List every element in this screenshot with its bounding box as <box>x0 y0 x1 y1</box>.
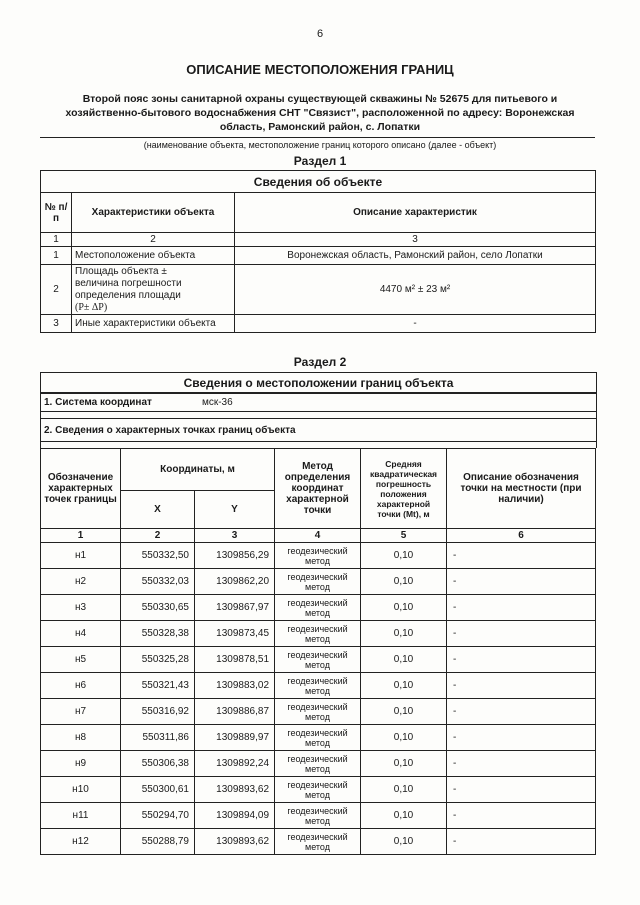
point-x: 550300,61 <box>121 777 195 803</box>
point-x: 550316,92 <box>121 699 195 725</box>
section2-label: Раздел 2 <box>293 355 347 369</box>
object-name-caption: (наименование объекта, местоположение границ которого описано (далее - объект) <box>143 140 497 150</box>
point-accuracy: 0,10 <box>361 751 447 777</box>
point-id: н3 <box>41 595 121 621</box>
point-description: - <box>447 777 596 803</box>
table-row <box>41 315 596 333</box>
point-method: геодезический метод <box>275 621 361 647</box>
point-y: 1309867,97 <box>195 595 275 621</box>
table-row <box>41 543 596 569</box>
point-id: н2 <box>41 569 121 595</box>
point-accuracy: 0,10 <box>361 647 447 673</box>
point-y: 1309893,62 <box>195 777 275 803</box>
point-y: 1309873,45 <box>195 621 275 647</box>
table-row <box>41 699 596 725</box>
point-id: н10 <box>41 777 121 803</box>
coord-system-label: 1. Система координат <box>44 396 152 408</box>
table-row <box>41 647 596 673</box>
point-description: - <box>447 751 596 777</box>
point-method: геодезический метод <box>275 673 361 699</box>
point-method: геодезический метод <box>275 803 361 829</box>
point-x: 550328,38 <box>121 621 195 647</box>
point-description: - <box>447 699 596 725</box>
object-info-table <box>40 170 596 333</box>
point-id: н4 <box>41 621 121 647</box>
object-name-line: Второй пояс зоны санитарной охраны существующей скважины № 52675 для питьевого и <box>82 93 558 105</box>
point-id: н1 <box>41 543 121 569</box>
table-row <box>41 751 596 777</box>
points-heading: 2. Сведения о характерных точках границ объекта <box>40 418 597 442</box>
table-row <box>41 569 596 595</box>
col-number: 5 <box>361 529 447 543</box>
point-y: 1309892,24 <box>195 751 275 777</box>
col-number: 4 <box>275 529 361 543</box>
point-description: - <box>447 803 596 829</box>
row-num: 2 <box>41 265 72 315</box>
point-accuracy: 0,10 <box>361 569 447 595</box>
section2-heading: Сведения о местоположении границ объекта <box>40 372 597 394</box>
point-x: 550311,86 <box>121 725 195 751</box>
characteristic-line: Площадь объекта ± <box>75 265 167 277</box>
table-row <box>41 803 596 829</box>
boundary-points-table <box>40 448 596 855</box>
point-description: - <box>447 569 596 595</box>
point-description: - <box>447 647 596 673</box>
point-method: геодезический метод <box>275 777 361 803</box>
point-method: геодезический метод <box>275 569 361 595</box>
point-y: 1309889,97 <box>195 725 275 751</box>
point-description: - <box>447 673 596 699</box>
col-header-coordinates: Координаты, м <box>121 449 275 491</box>
point-accuracy: 0,10 <box>361 543 447 569</box>
row-value: - <box>235 315 596 333</box>
point-x: 550288,79 <box>121 829 195 855</box>
point-y: 1309862,20 <box>195 569 275 595</box>
point-id: н6 <box>41 673 121 699</box>
point-method: геодезический метод <box>275 699 361 725</box>
object-name-underline <box>40 137 595 138</box>
point-description: - <box>447 725 596 751</box>
row-num: 1 <box>41 247 72 265</box>
col-header-description: Описание характеристик <box>235 193 596 233</box>
col-header-characteristics: Характеристики объекта <box>72 193 235 233</box>
row-characteristic: Местоположение объекта <box>72 247 235 265</box>
col-number: 3 <box>195 529 275 543</box>
characteristic-line: величина погрешности <box>75 277 182 289</box>
col-number: 1 <box>41 529 121 543</box>
section1-label: Раздел 1 <box>293 154 347 168</box>
table-row <box>41 265 596 315</box>
document-title: ОПИСАНИЕ МЕСТОПОЛОЖЕНИЯ ГРАНИЦ <box>186 62 454 77</box>
col-number: 6 <box>447 529 596 543</box>
object-name-line: область, Рамонский район, с. Лопатки <box>219 121 421 133</box>
point-id: н8 <box>41 725 121 751</box>
point-method: геодезический метод <box>275 543 361 569</box>
col-header-num: № п/п <box>41 193 72 233</box>
point-x: 550321,43 <box>121 673 195 699</box>
col-number: 3 <box>235 233 596 247</box>
point-id: н5 <box>41 647 121 673</box>
point-x: 550330,65 <box>121 595 195 621</box>
point-y: 1309886,87 <box>195 699 275 725</box>
point-y: 1309893,62 <box>195 829 275 855</box>
point-method: геодезический метод <box>275 829 361 855</box>
col-header-designation: Обозначение характерных точек границы <box>41 449 121 529</box>
point-id: н9 <box>41 751 121 777</box>
row-characteristic: Иные характеристики объекта <box>72 315 235 333</box>
point-y: 1309878,51 <box>195 647 275 673</box>
point-y: 1309856,29 <box>195 543 275 569</box>
point-description: - <box>447 829 596 855</box>
col-number: 2 <box>72 233 235 247</box>
points-body <box>41 543 596 855</box>
table-row <box>41 673 596 699</box>
row-value: 4470 м² ± 23 м² <box>235 265 596 315</box>
section1-heading: Сведения об объекте <box>41 171 596 193</box>
row-num: 3 <box>41 315 72 333</box>
point-method: геодезический метод <box>275 725 361 751</box>
object-name-line: хозяйственно-бытового водоснабжения СНТ "Связист", расположенной по адресу: Воронежская <box>65 107 575 119</box>
point-y: 1309894,09 <box>195 803 275 829</box>
row-characteristic <box>72 265 235 315</box>
table-row <box>41 595 596 621</box>
col-number: 1 <box>41 233 72 247</box>
coord-system-row <box>40 392 597 412</box>
table-row <box>41 621 596 647</box>
table-row <box>41 725 596 751</box>
object-name <box>50 92 590 134</box>
table-row <box>41 829 596 855</box>
point-method: геодезический метод <box>275 751 361 777</box>
col-header-x: X <box>121 491 195 529</box>
point-accuracy: 0,10 <box>361 777 447 803</box>
col-header-accuracy: Средняя квадратическая погрешность положения характерной точки (Mt), м <box>361 449 447 529</box>
col-header-method: Метод определения координат характерной точки <box>275 449 361 529</box>
col-header-y: Y <box>195 491 275 529</box>
table-row <box>41 777 596 803</box>
col-header-description: Описание обозначения точки на местности (при наличии) <box>447 449 596 529</box>
point-accuracy: 0,10 <box>361 725 447 751</box>
point-accuracy: 0,10 <box>361 621 447 647</box>
point-x: 550332,03 <box>121 569 195 595</box>
page-number: 6 <box>316 28 324 40</box>
coord-system-value: мск-36 <box>201 396 233 408</box>
point-x: 550306,38 <box>121 751 195 777</box>
row-value: Воронежская область, Рамонский район, село Лопатки <box>235 247 596 265</box>
table-row <box>41 247 596 265</box>
point-description: - <box>447 595 596 621</box>
area-formula: (P± ΔP) <box>75 301 108 313</box>
point-accuracy: 0,10 <box>361 673 447 699</box>
col-number: 2 <box>121 529 195 543</box>
point-method: геодезический метод <box>275 595 361 621</box>
point-accuracy: 0,10 <box>361 699 447 725</box>
point-accuracy: 0,10 <box>361 829 447 855</box>
point-description: - <box>447 621 596 647</box>
point-x: 550294,70 <box>121 803 195 829</box>
point-id: н7 <box>41 699 121 725</box>
point-id: н11 <box>41 803 121 829</box>
point-description: - <box>447 543 596 569</box>
point-x: 550332,50 <box>121 543 195 569</box>
point-accuracy: 0,10 <box>361 595 447 621</box>
characteristic-line: определения площади <box>75 289 181 301</box>
point-id: н12 <box>41 829 121 855</box>
point-method: геодезический метод <box>275 647 361 673</box>
point-y: 1309883,02 <box>195 673 275 699</box>
point-accuracy: 0,10 <box>361 803 447 829</box>
point-x: 550325,28 <box>121 647 195 673</box>
